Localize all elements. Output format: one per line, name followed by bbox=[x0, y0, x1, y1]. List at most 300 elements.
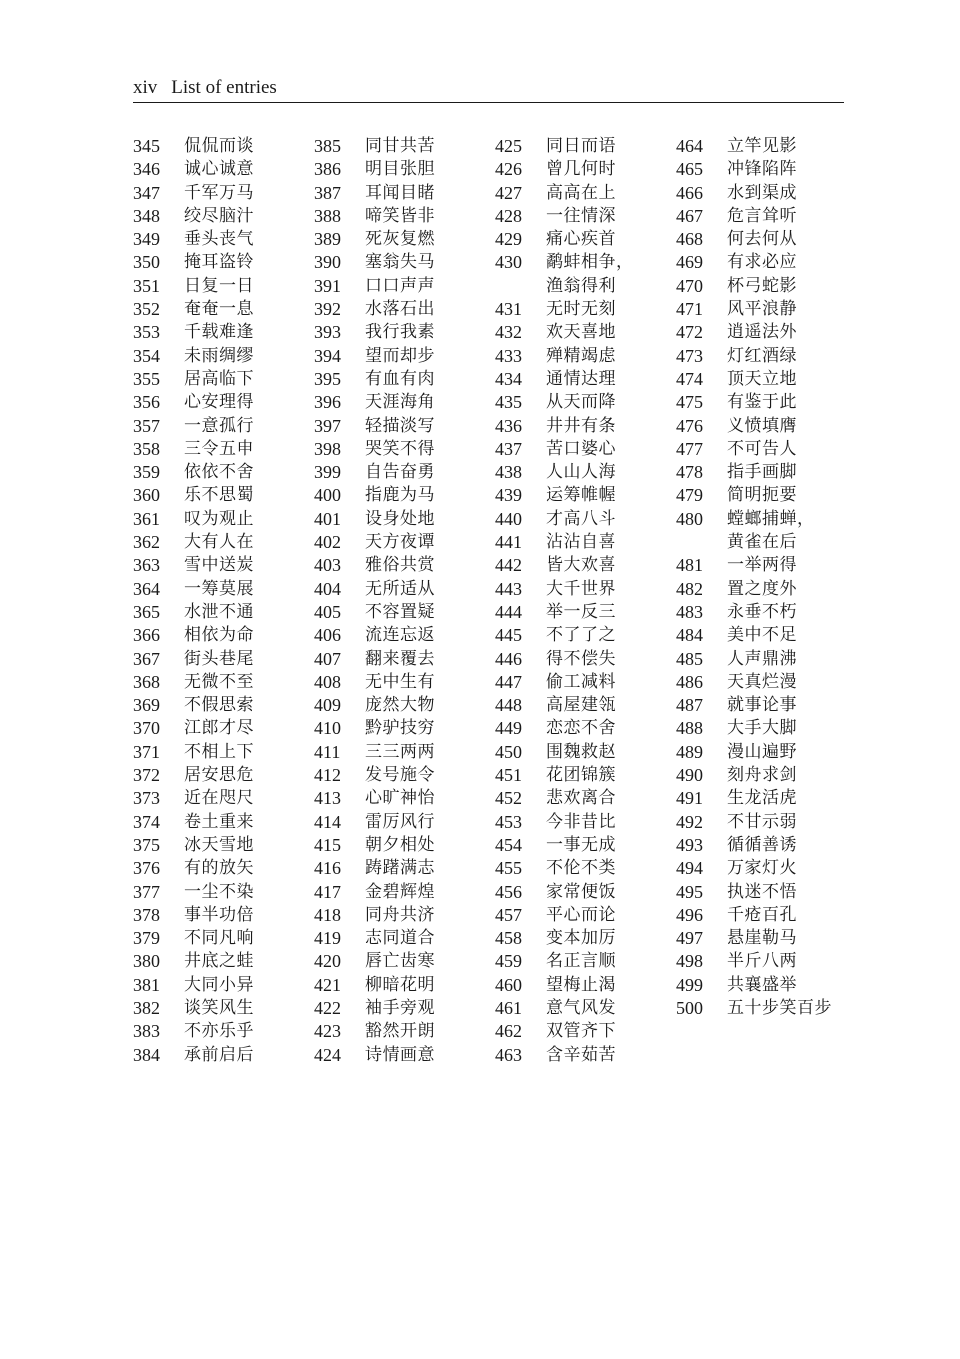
entry-number: 400 bbox=[314, 485, 341, 506]
entry-idiom: 设身处地 bbox=[365, 508, 435, 529]
entry-number: 350 bbox=[133, 252, 160, 273]
entry-row bbox=[676, 251, 857, 274]
entry-number: 475 bbox=[676, 392, 703, 413]
entry-row bbox=[133, 554, 314, 577]
entry-number: 351 bbox=[133, 275, 160, 296]
entry-idiom: 五十步笑百步 bbox=[727, 997, 832, 1018]
entry-number: 378 bbox=[133, 904, 160, 925]
entry-idiom: 相依为命 bbox=[184, 625, 254, 646]
entry-row bbox=[676, 158, 857, 181]
entry-number: 386 bbox=[314, 159, 341, 180]
entry-idiom: 天真烂漫 bbox=[727, 671, 797, 692]
entry-idiom: 沾沾自喜 bbox=[546, 532, 616, 553]
entry-idiom: 家常便饭 bbox=[546, 881, 616, 902]
entry-number: 479 bbox=[676, 485, 703, 506]
entry-idiom: 水到渠成 bbox=[727, 182, 797, 203]
entry-idiom: 叹为观止 bbox=[184, 508, 254, 529]
entry-number: 419 bbox=[314, 928, 341, 949]
entry-number: 440 bbox=[495, 508, 522, 529]
entry-number: 369 bbox=[133, 695, 160, 716]
entry-idiom: 望而却步 bbox=[365, 345, 435, 366]
entry-row bbox=[314, 158, 495, 181]
entry-number: 371 bbox=[133, 741, 160, 762]
entry-number: 483 bbox=[676, 601, 703, 622]
entry-idiom: 指鹿为马 bbox=[365, 485, 435, 506]
entry-number: 405 bbox=[314, 601, 341, 622]
entry-idiom: 雪中送炭 bbox=[184, 555, 254, 576]
entry-number: 455 bbox=[495, 858, 522, 879]
entry-number: 485 bbox=[676, 648, 703, 669]
entry-idiom: 无所适从 bbox=[365, 578, 435, 599]
entry-row bbox=[495, 368, 676, 391]
entry-idiom: 不伦不类 bbox=[546, 858, 616, 879]
entry-idiom: 不可告人 bbox=[727, 438, 797, 459]
entry-row bbox=[314, 298, 495, 321]
entry-idiom: 街头巷尾 bbox=[184, 648, 254, 669]
entry-idiom: 耳闻目睹 bbox=[365, 182, 435, 203]
entry-row bbox=[133, 764, 314, 787]
entry-idiom: 江郎才尽 bbox=[184, 718, 254, 739]
entry-row bbox=[314, 554, 495, 577]
entry-number: 439 bbox=[495, 485, 522, 506]
entry-row bbox=[495, 578, 676, 601]
entry-idiom: 未雨绸缪 bbox=[184, 345, 254, 366]
entry-number: 394 bbox=[314, 345, 341, 366]
entry-row bbox=[133, 741, 314, 764]
entry-idiom: 事半功倍 bbox=[184, 904, 254, 925]
entry-number: 414 bbox=[314, 811, 341, 832]
entry-idiom: 高高在上 bbox=[546, 182, 616, 203]
entry-number: 477 bbox=[676, 438, 703, 459]
entry-row bbox=[314, 251, 495, 274]
entries-column-4 bbox=[676, 135, 857, 1067]
entry-row bbox=[676, 694, 857, 717]
entry-number: 409 bbox=[314, 695, 341, 716]
entry-number: 450 bbox=[495, 741, 522, 762]
entry-idiom: 承前启后 bbox=[184, 1044, 254, 1065]
entries-list bbox=[133, 135, 857, 1067]
entry-idiom: 千军万马 bbox=[184, 182, 254, 203]
entry-idiom: 流连忘返 bbox=[365, 625, 435, 646]
entry-row bbox=[676, 415, 857, 438]
entry-row bbox=[495, 205, 676, 228]
entry-row bbox=[495, 391, 676, 414]
entry-idiom: 意气风发 bbox=[546, 997, 616, 1018]
entry-number: 447 bbox=[495, 671, 522, 692]
entry-row bbox=[133, 578, 314, 601]
entry-idiom: 变本加厉 bbox=[546, 928, 616, 949]
entry-idiom: 口口声声 bbox=[365, 275, 435, 296]
entry-idiom: 三令五申 bbox=[184, 438, 254, 459]
entry-number: 454 bbox=[495, 834, 522, 855]
entry-idiom: 执迷不悟 bbox=[727, 881, 797, 902]
entry-idiom: 义愤填膺 bbox=[727, 415, 797, 436]
entry-idiom: 居安思危 bbox=[184, 765, 254, 786]
entry-number: 471 bbox=[676, 299, 703, 320]
entry-number: 412 bbox=[314, 765, 341, 786]
entry-row bbox=[133, 461, 314, 484]
entry-number: 467 bbox=[676, 205, 703, 226]
entry-row bbox=[676, 182, 857, 205]
entry-row bbox=[133, 484, 314, 507]
entry-idiom: 大千世界 bbox=[546, 578, 616, 599]
entry-idiom: 奄奄一息 bbox=[184, 299, 254, 320]
entry-idiom: 发号施令 bbox=[365, 765, 435, 786]
entry-row bbox=[133, 904, 314, 927]
entry-row bbox=[495, 345, 676, 368]
entry-row bbox=[133, 205, 314, 228]
entry-idiom: 侃侃而谈 bbox=[184, 136, 254, 156]
entry-row bbox=[314, 531, 495, 554]
entry-number: 392 bbox=[314, 299, 341, 320]
entry-row bbox=[314, 1020, 495, 1043]
entry-row bbox=[314, 927, 495, 950]
entry-number: 366 bbox=[133, 625, 160, 646]
entry-number: 459 bbox=[495, 951, 522, 972]
entry-row bbox=[676, 368, 857, 391]
entry-idiom: 有的放矢 bbox=[184, 858, 254, 879]
entry-row bbox=[314, 857, 495, 880]
entry-number: 445 bbox=[495, 625, 522, 646]
entry-number: 372 bbox=[133, 765, 160, 786]
entry-idiom: 塞翁失马 bbox=[365, 252, 435, 273]
entry-number: 346 bbox=[133, 159, 160, 180]
entry-row bbox=[676, 857, 857, 880]
entry-number: 444 bbox=[495, 601, 522, 622]
entry-row bbox=[133, 834, 314, 857]
entry-number: 406 bbox=[314, 625, 341, 646]
entry-row bbox=[495, 275, 676, 298]
entry-number: 355 bbox=[133, 368, 160, 389]
entry-row bbox=[314, 950, 495, 973]
entry-row bbox=[314, 415, 495, 438]
entry-number: 435 bbox=[495, 392, 522, 413]
entry-row bbox=[495, 950, 676, 973]
entry-row bbox=[676, 671, 857, 694]
entry-row bbox=[676, 974, 857, 997]
entry-row bbox=[133, 717, 314, 740]
entry-row bbox=[676, 787, 857, 810]
entry-number: 422 bbox=[314, 997, 341, 1018]
entry-row bbox=[495, 554, 676, 577]
entry-number: 402 bbox=[314, 532, 341, 553]
entry-number: 428 bbox=[495, 205, 522, 226]
entry-row bbox=[495, 531, 676, 554]
entry-number: 464 bbox=[676, 136, 703, 156]
entry-idiom: 平心而论 bbox=[546, 904, 616, 925]
entry-number: 364 bbox=[133, 578, 160, 599]
entry-idiom: 风平浪静 bbox=[727, 299, 797, 320]
entry-number: 442 bbox=[495, 555, 522, 576]
entry-idiom: 有血有肉 bbox=[365, 368, 435, 389]
entry-idiom: 不亦乐乎 bbox=[184, 1021, 254, 1042]
entry-number: 484 bbox=[676, 625, 703, 646]
entry-number: 433 bbox=[495, 345, 522, 366]
entry-number: 463 bbox=[495, 1044, 522, 1065]
entry-number: 415 bbox=[314, 834, 341, 855]
entry-idiom: 欢天喜地 bbox=[546, 322, 616, 343]
entry-number: 418 bbox=[314, 904, 341, 925]
entry-number: 425 bbox=[495, 136, 522, 156]
entry-number: 345 bbox=[133, 136, 160, 156]
entry-row bbox=[133, 415, 314, 438]
entry-number: 465 bbox=[676, 159, 703, 180]
entry-idiom: 简明扼要 bbox=[727, 485, 797, 506]
entry-row bbox=[314, 811, 495, 834]
entry-idiom: 同日而语 bbox=[546, 136, 616, 156]
entry-number: 384 bbox=[133, 1044, 160, 1065]
entry-row bbox=[314, 834, 495, 857]
entry-row bbox=[495, 321, 676, 344]
entry-number: 401 bbox=[314, 508, 341, 529]
entry-idiom: 千疮百孔 bbox=[727, 904, 797, 925]
entry-row bbox=[676, 834, 857, 857]
entry-row bbox=[495, 857, 676, 880]
entry-row bbox=[676, 484, 857, 507]
entry-number: 413 bbox=[314, 788, 341, 809]
entry-idiom: 三三两两 bbox=[365, 741, 435, 762]
entry-number: 385 bbox=[314, 136, 341, 156]
entry-number: 382 bbox=[133, 997, 160, 1018]
entry-row bbox=[314, 1044, 495, 1067]
entry-number: 374 bbox=[133, 811, 160, 832]
entry-number: 499 bbox=[676, 974, 703, 995]
entry-number: 496 bbox=[676, 904, 703, 925]
entry-row bbox=[495, 927, 676, 950]
entry-idiom: 名正言顺 bbox=[546, 951, 616, 972]
entry-number: 482 bbox=[676, 578, 703, 599]
entry-idiom: 诗情画意 bbox=[365, 1044, 435, 1065]
entry-row bbox=[495, 438, 676, 461]
entry-idiom: 从天而降 bbox=[546, 392, 616, 413]
entry-number: 476 bbox=[676, 415, 703, 436]
entry-idiom: 永垂不朽 bbox=[727, 601, 797, 622]
entry-number: 474 bbox=[676, 368, 703, 389]
entry-idiom: 半斤八两 bbox=[727, 951, 797, 972]
entry-idiom: 灯红酒绿 bbox=[727, 345, 797, 366]
entry-idiom: 谈笑风生 bbox=[184, 997, 254, 1018]
entry-row bbox=[133, 298, 314, 321]
entry-number: 469 bbox=[676, 252, 703, 273]
entry-idiom: 金碧辉煌 bbox=[365, 881, 435, 902]
entry-row bbox=[314, 508, 495, 531]
entry-number: 349 bbox=[133, 229, 160, 250]
entry-idiom: 无微不至 bbox=[184, 671, 254, 692]
entry-number: 388 bbox=[314, 205, 341, 226]
entry-idiom: 雷厉风行 bbox=[365, 811, 435, 832]
entry-idiom: 自告奋勇 bbox=[365, 462, 435, 483]
entry-idiom: 悬崖勒马 bbox=[727, 928, 797, 949]
entry-idiom: 美中不足 bbox=[727, 625, 797, 646]
entry-idiom: 心安理得 bbox=[184, 392, 254, 413]
entry-idiom: 明目张胆 bbox=[365, 159, 435, 180]
entry-idiom: 万家灯火 bbox=[727, 858, 797, 879]
entry-number bbox=[495, 275, 546, 298]
entry-idiom: 死灰复燃 bbox=[365, 229, 435, 250]
entry-row bbox=[314, 694, 495, 717]
entry-number: 468 bbox=[676, 229, 703, 250]
entry-row bbox=[314, 228, 495, 251]
entry-number: 404 bbox=[314, 578, 341, 599]
header-title: List of entries bbox=[171, 77, 277, 98]
entry-number: 498 bbox=[676, 951, 703, 972]
entry-number: 423 bbox=[314, 1021, 341, 1042]
entry-number: 434 bbox=[495, 368, 522, 389]
entry-number: 348 bbox=[133, 205, 160, 226]
entry-number: 427 bbox=[495, 182, 522, 203]
entry-idiom: 曾几何时 bbox=[546, 159, 616, 180]
entry-idiom: 庞然大物 bbox=[365, 695, 435, 716]
entry-row bbox=[314, 321, 495, 344]
entry-idiom: 才高八斗 bbox=[546, 508, 616, 529]
entry-row bbox=[495, 811, 676, 834]
entry-idiom: 鹬蚌相争， bbox=[546, 252, 634, 273]
entry-number: 456 bbox=[495, 881, 522, 902]
entry-number: 466 bbox=[676, 182, 703, 203]
entry-idiom: 轻描淡写 bbox=[365, 415, 435, 436]
entry-idiom: 踌躇满志 bbox=[365, 858, 435, 879]
entry-idiom: 日复一日 bbox=[184, 275, 254, 296]
entry-idiom: 人山人海 bbox=[546, 462, 616, 483]
entry-row bbox=[495, 158, 676, 181]
entry-idiom: 共襄盛举 bbox=[727, 974, 797, 995]
entry-idiom: 大同小异 bbox=[184, 974, 254, 995]
entry-number: 420 bbox=[314, 951, 341, 972]
entry-number: 470 bbox=[676, 275, 703, 296]
entry-idiom: 殚精竭虑 bbox=[546, 345, 616, 366]
entry-row bbox=[314, 601, 495, 624]
entry-row bbox=[314, 275, 495, 298]
entry-number: 347 bbox=[133, 182, 160, 203]
entry-row bbox=[133, 857, 314, 880]
entry-idiom: 哭笑不得 bbox=[365, 438, 435, 459]
entry-number: 461 bbox=[495, 997, 522, 1018]
entry-number: 436 bbox=[495, 415, 522, 436]
entry-idiom: 痛心疾首 bbox=[546, 229, 616, 250]
entry-number: 395 bbox=[314, 368, 341, 389]
entry-number: 473 bbox=[676, 345, 703, 366]
entry-idiom: 千载难逢 bbox=[184, 322, 254, 343]
entry-number: 424 bbox=[314, 1044, 341, 1065]
entry-number: 390 bbox=[314, 252, 341, 273]
entry-row bbox=[133, 391, 314, 414]
entry-row bbox=[676, 228, 857, 251]
entry-number: 379 bbox=[133, 928, 160, 949]
entry-row bbox=[495, 415, 676, 438]
entry-idiom: 志同道合 bbox=[365, 928, 435, 949]
entry-number: 376 bbox=[133, 858, 160, 879]
entry-number: 431 bbox=[495, 299, 522, 320]
entry-row bbox=[495, 741, 676, 764]
entry-number: 356 bbox=[133, 392, 160, 413]
entry-number: 448 bbox=[495, 695, 522, 716]
entry-row bbox=[676, 881, 857, 904]
entry-idiom: 居高临下 bbox=[184, 368, 254, 389]
entry-row bbox=[676, 135, 857, 158]
entries-column-1 bbox=[133, 135, 314, 1067]
entry-idiom: 同甘共苦 bbox=[365, 136, 435, 156]
entry-idiom: 卷土重来 bbox=[184, 811, 254, 832]
entry-row bbox=[676, 997, 857, 1020]
entry-row bbox=[133, 158, 314, 181]
entry-number: 353 bbox=[133, 322, 160, 343]
entry-row bbox=[314, 648, 495, 671]
entry-row bbox=[133, 811, 314, 834]
entry-row bbox=[314, 741, 495, 764]
entry-row bbox=[133, 950, 314, 973]
entry-idiom: 诚心诚意 bbox=[184, 159, 254, 180]
entry-number: 489 bbox=[676, 741, 703, 762]
entry-row bbox=[314, 671, 495, 694]
entry-idiom: 围魏救赵 bbox=[546, 741, 616, 762]
entry-idiom: 冲锋陷阵 bbox=[727, 159, 797, 180]
entry-number: 493 bbox=[676, 834, 703, 855]
entry-number: 377 bbox=[133, 881, 160, 902]
entry-idiom: 无时无刻 bbox=[546, 299, 616, 320]
entry-number: 478 bbox=[676, 462, 703, 483]
entry-row bbox=[314, 182, 495, 205]
entry-idiom: 绞尽脑汁 bbox=[184, 205, 254, 226]
entry-number: 421 bbox=[314, 974, 341, 995]
entry-row bbox=[314, 997, 495, 1020]
entry-row bbox=[133, 438, 314, 461]
entry-idiom: 螳螂捕蝉， bbox=[727, 508, 815, 529]
entry-idiom: 一举两得 bbox=[727, 555, 797, 576]
entry-idiom: 循循善诱 bbox=[727, 834, 797, 855]
entry-number: 397 bbox=[314, 415, 341, 436]
entry-idiom: 含辛茹苦 bbox=[546, 1044, 616, 1065]
entry-row bbox=[676, 624, 857, 647]
entry-number: 426 bbox=[495, 159, 522, 180]
entry-idiom: 生龙活虎 bbox=[727, 788, 797, 809]
entry-number: 453 bbox=[495, 811, 522, 832]
entry-number: 437 bbox=[495, 438, 522, 459]
entry-idiom: 悲欢离合 bbox=[546, 788, 616, 809]
entry-row bbox=[495, 648, 676, 671]
entry-number: 373 bbox=[133, 788, 160, 809]
entry-idiom: 啼笑皆非 bbox=[365, 205, 435, 226]
entry-idiom: 高屋建瓴 bbox=[546, 695, 616, 716]
entry-number: 481 bbox=[676, 555, 703, 576]
entry-number: 488 bbox=[676, 718, 703, 739]
entry-number: 360 bbox=[133, 485, 160, 506]
entry-row bbox=[495, 997, 676, 1020]
entry-row bbox=[133, 787, 314, 810]
entry-row bbox=[676, 205, 857, 228]
entry-row bbox=[133, 228, 314, 251]
entry-idiom: 花团锦簇 bbox=[546, 765, 616, 786]
entry-row bbox=[495, 601, 676, 624]
entry-row bbox=[314, 787, 495, 810]
page-number: xiv bbox=[133, 77, 158, 98]
entry-idiom: 杯弓蛇影 bbox=[727, 275, 797, 296]
entry-idiom: 黄雀在后 bbox=[727, 532, 797, 553]
entry-row bbox=[495, 461, 676, 484]
entry-number: 407 bbox=[314, 648, 341, 669]
entry-row bbox=[314, 345, 495, 368]
entry-row bbox=[676, 438, 857, 461]
entry-idiom: 皆大欢喜 bbox=[546, 555, 616, 576]
entry-number: 472 bbox=[676, 322, 703, 343]
entry-row bbox=[133, 275, 314, 298]
entry-row bbox=[495, 484, 676, 507]
entry-idiom: 翻来覆去 bbox=[365, 648, 435, 669]
entry-number: 449 bbox=[495, 718, 522, 739]
entry-idiom: 朝夕相处 bbox=[365, 834, 435, 855]
entry-row bbox=[133, 624, 314, 647]
entry-number: 486 bbox=[676, 671, 703, 692]
entry-idiom: 不甘示弱 bbox=[727, 811, 797, 832]
